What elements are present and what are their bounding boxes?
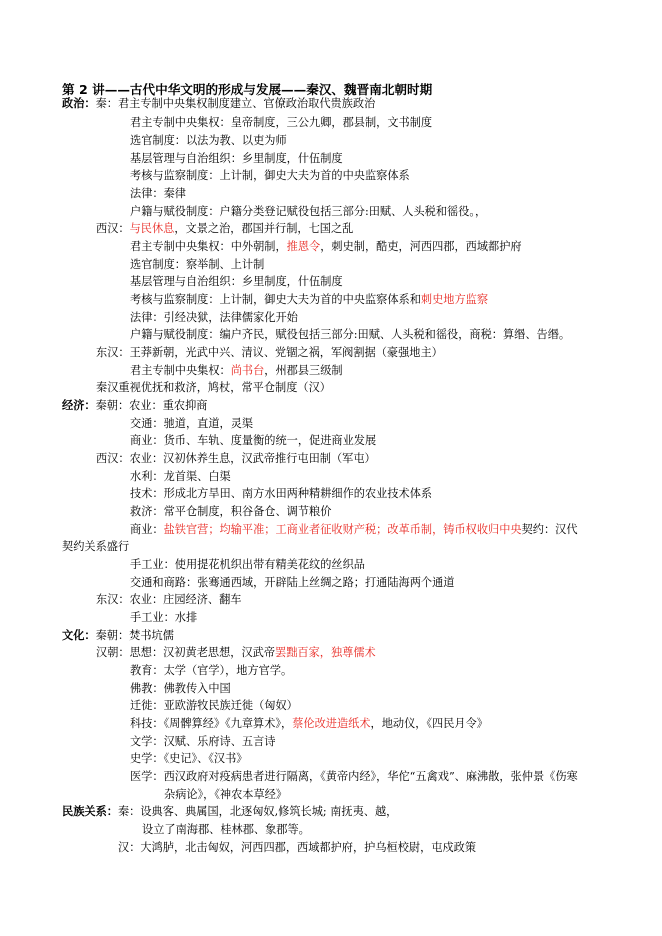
text-line: 户籍与赋役制度：户籍分类登记赋役包括三部分:田赋、人头税和徭役。， — [130, 205, 487, 218]
politics-western-han-line — [96, 222, 353, 236]
text-span: 君主专制中央集权： — [130, 364, 231, 377]
text-span: 商业： — [130, 523, 164, 536]
culture-heading: 文化： — [62, 629, 96, 642]
text-span: 王莽新朝，光武中兴、清议、党锢之祸，军阀割据（豪强地主） — [129, 346, 443, 359]
text-line: 秦汉重视优抚和救济，鸠杖，常平仓制度（汉） — [96, 381, 331, 394]
text-line: 文学：汉赋、乐府诗、五言诗 — [130, 735, 276, 748]
dynasty-label: 秦朝： — [95, 629, 130, 642]
text-span: 考核与监察制度：上计制，御史大夫为首的中央监察体系和 — [130, 293, 421, 306]
highlight-text: 刺史地方监察 — [420, 293, 489, 306]
text-line: 君主专制中央集权：皇帝制度，三公九卿，郡县制，文书制度 — [130, 116, 433, 129]
text-line: 杂病论》，《神农本草经》 — [164, 788, 288, 801]
text-line — [130, 523, 578, 537]
text-line: 教育：太学（官学），地方官学。 — [130, 664, 293, 677]
text-span: ，刺史制，酷吏，河西四郡，西域都护府 — [320, 240, 522, 253]
text-span: 农业：重农抑商 — [129, 399, 208, 412]
politics-qin-line — [62, 97, 375, 111]
text-span: 焚书坑儒 — [129, 629, 174, 642]
text-line: 法律：秦律 — [130, 187, 186, 200]
economy-qin-line — [62, 399, 207, 413]
text-line: 契约关系盛行 — [62, 540, 130, 553]
text-span: 农业：汉初休养生息，汉武帝推行屯田制（军屯） — [129, 452, 376, 465]
culture-han-line — [96, 646, 376, 660]
text-span: 科技：《周髀算经》《九章算术》， — [130, 717, 293, 730]
text-span: 思想：汉初黄老思想，汉武帝 — [129, 646, 276, 659]
text-line: 设立了南海郡、桂林郡、象郡等。 — [142, 823, 310, 836]
lecture-title: 第 2 讲——古代中华文明的形成与发展——秦汉、魏晋南北朝时期 — [62, 82, 433, 97]
text-line: ，文景之治，郡国并行制，七国之乱 — [174, 222, 354, 235]
text-line: 基层管理与自治组织：乡里制度，什伍制度 — [130, 275, 343, 288]
text-line: 户籍与赋役制度：编户齐民，赋役包括三部分:田赋、人头税和徭役，商税：算缗、告缗。 — [130, 328, 571, 341]
text-line: 交通：驰道，直道，灵渠 — [130, 417, 254, 430]
dynasty-label: 汉朝： — [96, 646, 130, 659]
politics-heading: 政治： — [62, 97, 96, 110]
culture-qin-line — [62, 629, 174, 643]
text-line: 交通和商路：张骞通西域，开辟陆上丝绸之路；打通陆海两个通道 — [130, 576, 455, 589]
ethnic-heading: 民族关系： — [62, 805, 118, 818]
dynasty-label: 秦： — [95, 97, 118, 110]
text-line: 基层管理与自治组织：乡里制度，什伍制度 — [130, 152, 343, 165]
dynasty-label: 西汉： — [96, 222, 130, 235]
text-line: 手工业：使用提花机织出带有精美花纹的丝织品 — [130, 558, 365, 571]
text-span: ，州郡县三级制 — [264, 364, 343, 377]
text-line: 法律：引经决狱，法律儒家化开始 — [130, 311, 298, 324]
text-span: 农业：庄园经济、翻车 — [129, 593, 242, 606]
text-span: 大鸿胪，北击匈奴，河西四郡，西域都护府，护乌桓校尉，屯戍政策 — [140, 841, 477, 854]
dynasty-label: 东汉： — [96, 593, 130, 606]
highlight-text: 与民休息 — [129, 222, 175, 235]
dynasty-label: 东汉： — [96, 346, 130, 359]
highlight-text: 尚书台 — [230, 364, 265, 377]
dynasty-label: 汉： — [118, 841, 141, 854]
ethnic-qin-line — [62, 805, 397, 819]
text-line — [130, 364, 343, 378]
highlight-text: 推恩令 — [286, 240, 321, 253]
text-line: 选官制度：察举制、上计制 — [130, 258, 265, 271]
text-span: 契约：汉代 — [521, 523, 578, 536]
text-span: 君主专制中央集权：中外朝制， — [130, 240, 287, 253]
ethnic-han-line — [118, 841, 476, 855]
highlight-text: 蔡伦改进造纸术 — [292, 717, 371, 730]
text-line — [130, 240, 522, 254]
text-span: ，地动仪，《四民月令》 — [370, 717, 488, 730]
economy-western-han-line — [96, 452, 376, 466]
text-line: 水利：龙首渠、白渠 — [130, 470, 231, 483]
text-line: 考核与监察制度：上计制，御史大夫为首的中央监察体系 — [130, 169, 410, 182]
text-line — [130, 293, 488, 307]
text-line: 救济：常平仓制度，积谷备仓、调节粮价 — [130, 505, 332, 518]
text-line: 史学：《史记》、《汉书》 — [130, 752, 248, 765]
text-line: 商业：货币、车轨、度量衡的统一，促进商业发展 — [130, 434, 377, 447]
highlight-text: 罢黜百家，独尊儒术 — [275, 646, 376, 659]
economy-heading: 经济： — [62, 399, 96, 412]
text-line: 迁徙：亚欧游牧民族迁徙（匈奴） — [130, 699, 298, 712]
dynasty-label: 秦朝： — [95, 399, 130, 412]
text-line: 技术：形成北方旱田、南方水田两种精耕细作的农业技术体系 — [130, 487, 433, 500]
text-line — [130, 717, 488, 731]
text-line: 君主专制中央集权制度建立、官僚政治取代贵族政治 — [117, 97, 376, 110]
text-span: 设典客、典属国，北逐匈奴,修筑长城; 南抚夷、越， — [140, 805, 398, 818]
dynasty-label: 秦： — [117, 805, 141, 818]
text-line: 选官制度：以法为教、以吏为师 — [130, 134, 287, 147]
politics-eastern-han-line — [96, 346, 443, 360]
text-line: 佛教：佛教传入中国 — [130, 682, 231, 695]
highlight-text: 盐铁官营；均输平准；工商业者征收财产税；改革币制，铸币权收归中央 — [163, 523, 522, 536]
text-line: 医学：西汉政府对疫病患者进行隔离，《黄帝内经》，华佗“五禽戏”、麻沸散，张仲景《伤寒 — [130, 770, 578, 783]
economy-eastern-han-line — [96, 593, 241, 607]
dynasty-label: 西汉： — [96, 452, 130, 465]
text-line: 手工业：水排 — [130, 611, 198, 624]
